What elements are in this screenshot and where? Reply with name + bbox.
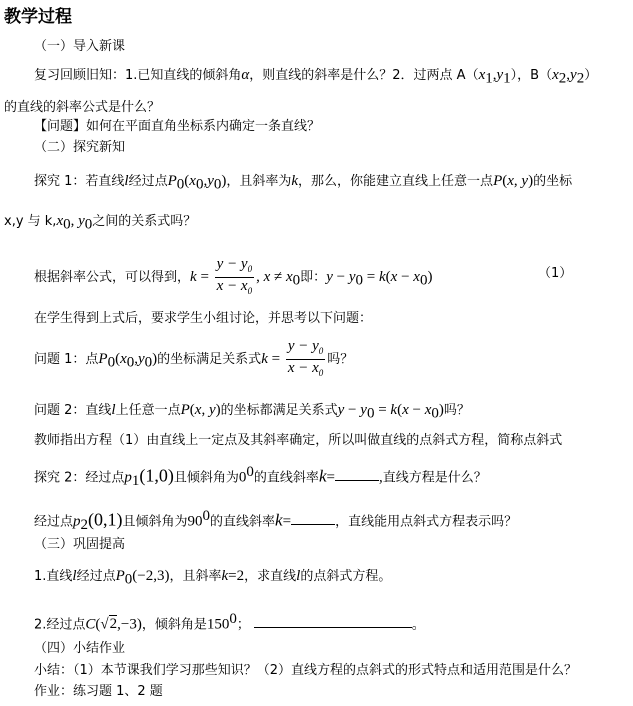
question-2-text-b: 上任意一点 bbox=[115, 403, 181, 418]
answer-blank-1[interactable] bbox=[335, 466, 379, 481]
formula-text-b: 即： bbox=[300, 270, 327, 285]
explore-1-text-e: 的坐标 bbox=[533, 174, 573, 189]
question-2-line: 问题 2：直线l上任意一点P(x, y)的坐标都满足关系式$y - y_0 = k(x - x_0)$吗？ bbox=[34, 402, 470, 422]
page-title: 教学过程 bbox=[4, 7, 72, 27]
question-2-text-d: 吗？ bbox=[443, 403, 470, 418]
section-heading-3: （三）巩固提高 bbox=[34, 537, 126, 552]
explore-2-text-c: 的直线斜率 bbox=[253, 470, 319, 486]
practice-2-line: 2.经过点C(√2,−3)，倾斜角是$150^0$； 。 bbox=[34, 611, 425, 633]
practice-1-text-b: 经过点 bbox=[76, 569, 116, 584]
review-text-d: ） bbox=[584, 68, 598, 83]
teacher-note: 教师指出方程（1）由直线上一定点及其斜率确定，所以叫做直线的点斜式方程，简称点斜式 bbox=[34, 433, 563, 448]
review-line: 复习回顾旧知：1.已知直线的倾斜角α，则直线的斜率是什么？2．过两点 $A(x_1,y_1)$，$B(x_2,y_2)$ bbox=[34, 67, 598, 87]
formula-text-a: 根据斜率公式，可以得到， bbox=[34, 270, 191, 285]
discussion-line: 在学生得到上式后，要求学生小组讨论，并思考以下问题： bbox=[34, 311, 373, 326]
explore-3-text-b: 且倾斜角为 bbox=[122, 514, 188, 530]
explore-3-text-c: 的直线斜率 bbox=[210, 514, 276, 530]
explore-1-text-d: ，那么，你能建立直线上任意一点 bbox=[298, 174, 494, 189]
explore-1-text-c: ，且斜率为 bbox=[226, 174, 292, 189]
explore-2-text-d: 直线方程是什么？ bbox=[382, 470, 487, 486]
practice-2-text-c: ； bbox=[236, 617, 250, 633]
explore-2-text-b: 且倾斜角为 bbox=[173, 470, 239, 486]
question-1-line: 问题 1：点$P_0(x_0,y_0)$的坐标满足关系式k = $\frac{y - y_0}{x - x_0}$ 吗？ bbox=[34, 338, 353, 381]
question-1-text-a: 问题 1：点 bbox=[34, 352, 99, 367]
slope-fraction: $\frac{y - y_0}{x - x_0}$ bbox=[216, 256, 253, 296]
review-text-c: ），B（ bbox=[510, 68, 553, 83]
review-text-b: ，则直线的斜率是什么？2．过两点 A（ bbox=[249, 68, 479, 83]
practice-2-text-d: 。 bbox=[411, 617, 425, 633]
practice-1-line: 1.直线l经过点$P_0(-2,3)$，且斜率k=2，求直线l的点斜式方程。 bbox=[34, 568, 392, 588]
explore-1-cont-b: 之间的关系式吗？ bbox=[92, 214, 197, 229]
explore-3-text-d: ，直线能用点斜式方程表示吗？ bbox=[335, 514, 518, 530]
review-continuation: 的直线的斜率公式是什么？ bbox=[4, 100, 161, 115]
question-1-text-b: 的坐标满足关系式 bbox=[157, 352, 262, 367]
question-tag: 【问题】 bbox=[34, 119, 87, 134]
explore-1-text-b: 经过点 bbox=[128, 174, 168, 189]
explore-1-text-a: 探究 1：若直线 bbox=[34, 174, 125, 189]
explore-1-continuation: x,y 与 $k,x_0$, $y_0$之间的关系式吗？ bbox=[4, 213, 197, 233]
explore-2-text-a: 探究 2：经过点 bbox=[34, 470, 125, 486]
question-text: 如何在平面直角坐标系内确定一条直线？ bbox=[86, 119, 321, 134]
explore-3-text-a: 经过点 bbox=[34, 514, 74, 530]
practice-1-text-d: ，求直线 bbox=[244, 569, 297, 584]
practice-1-text-a: 1.直线 bbox=[34, 569, 73, 584]
practice-2-text-b: ，倾斜角是 bbox=[141, 617, 207, 633]
practice-2-text-a: 2.经过点 bbox=[34, 617, 86, 633]
explore-1-line: 探究 1：若直线l经过点$P_0(x_0,y_0)$，且斜率为k，那么，你能建立直线上任意一点P(x, y)的坐标 bbox=[34, 173, 573, 193]
question-2-text-a: 问题 2：直线 bbox=[34, 403, 112, 418]
answer-blank-2[interactable] bbox=[291, 510, 335, 525]
explore-1-cont-a: x,y 与 k, bbox=[4, 214, 57, 229]
explore-2-line: 探究 2：经过点$p_1(1,0)$且倾斜角为$0^0$的直线斜率k= ,直线方程是什么？ bbox=[34, 464, 487, 489]
slope-fraction-2: $\frac{y - y_0}{x - x_0}$ bbox=[287, 338, 324, 378]
section-heading-1: （一）导入新课 bbox=[34, 39, 126, 54]
summary-line: 小结：（1）本节课我们学习那些知识？（2）直线方程的点斜式的形式特点和适用范围是什么？ bbox=[34, 663, 578, 678]
question-line bbox=[34, 118, 320, 136]
explore-3-line: 经过点$p_2(0,1)$且倾斜角为$90^0$的直线斜率k= ，直线能用点斜式方程表示吗？ bbox=[34, 508, 518, 533]
section-heading-2: （二）探究新知 bbox=[34, 140, 126, 155]
practice-1-text-c: ，且斜率 bbox=[169, 569, 222, 584]
homework-line: 作业：练习题 1、2 题 bbox=[34, 684, 163, 699]
practice-1-text-e: 的点斜式方程。 bbox=[300, 569, 392, 584]
answer-blank-3[interactable] bbox=[254, 613, 412, 628]
section-heading-4: （四）小结作业 bbox=[34, 641, 126, 656]
question-2-text-c: 的坐标都满足关系式 bbox=[220, 403, 338, 418]
review-text-a: 复习回顾旧知：1.已知直线的倾斜角 bbox=[34, 68, 242, 83]
formula-line: 根据斜率公式，可以得到，k = $\frac{y - y_0}{x - x_0}$ , $x \ne x_0$即：$y - y_0 = k(x - x_0)$ bbox=[34, 256, 432, 299]
formula-number: （1） bbox=[538, 266, 573, 281]
question-1-text-c: 吗？ bbox=[327, 352, 354, 367]
